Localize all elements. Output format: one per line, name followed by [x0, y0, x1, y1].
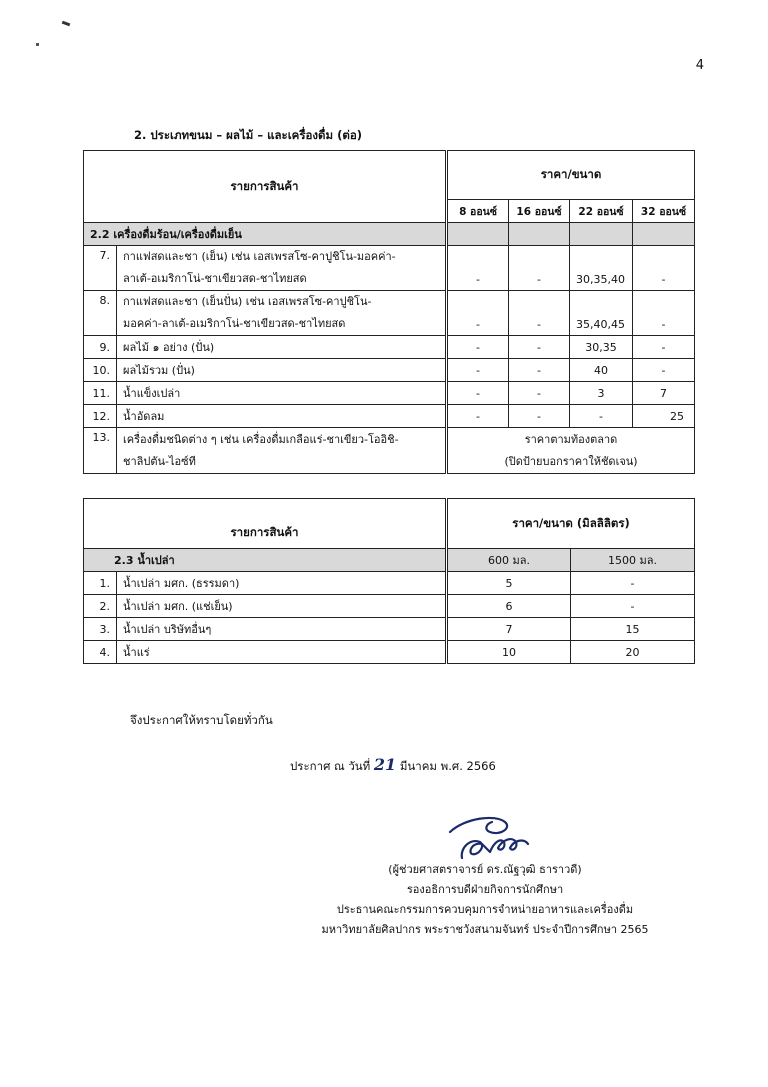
signer-title: ประธานคณะกรรมการควบคุมการจำหน่ายอาหารและเครื่องดื่ม	[336, 903, 634, 916]
price-8oz: -	[447, 405, 509, 428]
row-number: 7.	[84, 246, 117, 291]
price-22oz: 40	[570, 359, 633, 382]
row-number: 10.	[84, 359, 117, 382]
row-item: น้ำอัดลม	[117, 405, 447, 428]
row-item: ผลไม้รวม (ปั่น)	[117, 359, 447, 382]
table-row	[84, 572, 695, 595]
price-32oz: -	[633, 246, 695, 291]
price-32oz: 7	[633, 382, 695, 405]
price-1500ml: -	[571, 595, 695, 618]
price-column-header: ราคา/ขนาด	[447, 151, 695, 200]
date-suffix: มีนาคม พ.ศ. 2566	[399, 759, 496, 773]
scan-speck	[36, 43, 39, 46]
table-row	[84, 641, 695, 664]
row-item: น้ำแข็งเปล่า	[117, 382, 447, 405]
item-line: ลาเต้-อเมริกาโน่-ชาเขียวสด-ชาไทยสด	[123, 272, 307, 285]
price-32oz: -	[633, 359, 695, 382]
item-line: มอคค่า-ลาเต้-อเมริกาโน่-ชาเขียวสด-ชาไทยสด	[123, 317, 346, 330]
signer-title: มหาวิทยาลัยศิลปากร พระราชวังสนามจันทร์ ประจำปีการศึกษา 2565	[321, 923, 649, 936]
row-number: 11.	[84, 382, 117, 405]
item-line: ชาลิปตัน-ไอซ์ที	[123, 454, 196, 468]
table-row	[84, 291, 695, 336]
price-column-header: ราคา/ขนาด (มิลลิลิตร)	[447, 499, 695, 549]
section-title: 2. ประเภทขนม – ผลไม้ – และเครื่องดื่ม (ต่อ)	[134, 128, 362, 142]
price-16oz: -	[509, 336, 570, 359]
price-16oz: -	[509, 405, 570, 428]
row-number: 3.	[84, 618, 117, 641]
row-item: น้ำเปล่า มศก. (ธรรมดา)	[117, 572, 447, 595]
price-32oz: -	[633, 291, 695, 336]
signer-block	[300, 860, 670, 940]
price-8oz: -	[447, 291, 509, 336]
size-header-600ml: 600 มล.	[447, 549, 571, 572]
table-row	[84, 618, 695, 641]
subsection-fill	[447, 223, 509, 246]
price-1500ml: 15	[571, 618, 695, 641]
subsection-header: 2.3 น้ำเปล่า	[84, 549, 447, 572]
price-1500ml: 20	[571, 641, 695, 664]
price-600ml: 7	[447, 618, 571, 641]
item-column-header: รายการสินค้า	[84, 499, 447, 549]
row-item: น้ำเปล่า บริษัทอื่นๆ	[117, 618, 447, 641]
price-16oz: -	[509, 291, 570, 336]
size-header-32oz: 32 ออนซ์	[633, 200, 695, 223]
row-number: 8.	[84, 291, 117, 336]
price-16oz: -	[509, 382, 570, 405]
row-number: 2.	[84, 595, 117, 618]
price-22oz: -	[570, 405, 633, 428]
table-row	[84, 336, 695, 359]
item-column-header: รายการสินค้า	[84, 151, 447, 223]
row-number: 12.	[84, 405, 117, 428]
size-header-8oz: 8 ออนซ์	[447, 200, 509, 223]
row-item	[117, 246, 447, 291]
price-600ml: 5	[447, 572, 571, 595]
price-16oz: -	[509, 246, 570, 291]
table-row	[84, 246, 695, 291]
subsection-fill	[633, 223, 695, 246]
table-row	[84, 405, 695, 428]
table-row	[84, 428, 695, 474]
price-32oz: 25	[633, 405, 695, 428]
table-row	[84, 595, 695, 618]
item-line: กาแฟสดและชา (เย็นปั่น) เช่น เอสเพรสโซ-คาปูชิโน-	[123, 295, 372, 308]
date-prefix: ประกาศ ณ วันที่	[290, 759, 371, 773]
price-22oz: 30,35,40	[570, 246, 633, 291]
price-600ml: 6	[447, 595, 571, 618]
price-22oz: 35,40,45	[570, 291, 633, 336]
price-8oz: -	[447, 336, 509, 359]
market-price-note	[447, 428, 695, 474]
size-header-1500ml: 1500 มล.	[571, 549, 695, 572]
price-22oz: 3	[570, 382, 633, 405]
price-22oz: 30,35	[570, 336, 633, 359]
row-number: 4.	[84, 641, 117, 664]
row-number: 13.	[84, 428, 117, 474]
row-item: น้ำแร่	[117, 641, 447, 664]
table-row	[84, 359, 695, 382]
table-row	[84, 382, 695, 405]
size-header-22oz: 22 ออนซ์	[570, 200, 633, 223]
beverage-price-table	[83, 150, 695, 474]
price-32oz: -	[633, 336, 695, 359]
row-item: ผลไม้ ๑ อย่าง (ปั่น)	[117, 336, 447, 359]
subsection-fill	[570, 223, 633, 246]
size-header-16oz: 16 ออนซ์	[509, 200, 570, 223]
scan-speck	[62, 21, 71, 27]
price-16oz: -	[509, 359, 570, 382]
price-600ml: 10	[447, 641, 571, 664]
price-8oz: -	[447, 246, 509, 291]
price-1500ml: -	[571, 572, 695, 595]
signer-title: รองอธิการบดีฝ่ายกิจการนักศึกษา	[406, 883, 564, 896]
signer-name: (ผู้ช่วยศาสตราจารย์ ดร.ณัฐวุฒิ ธาราวดี)	[388, 863, 582, 876]
price-8oz: -	[447, 382, 509, 405]
closing-statement: จึงประกาศให้ทราบโดยทั่วกัน	[130, 713, 273, 727]
subsection-header: 2.2 เครื่องดื่มร้อน/เครื่องดื่มเย็น	[84, 223, 447, 246]
announcement-date	[290, 755, 496, 776]
page-number: 4	[695, 58, 704, 73]
note-line: ราคาตามท้องตลาด	[524, 432, 618, 446]
item-line: เครื่องดื่มชนิดต่าง ๆ เช่น เครื่องดื่มเกลือแร่-ชาเขียว-โออิชิ-	[123, 432, 399, 446]
item-line: กาแฟสดและชา (เย็น) เช่น เอสเพรสโซ-คาปูชิโน-มอคค่า-	[123, 250, 396, 263]
subsection-fill	[509, 223, 570, 246]
row-item: น้ำเปล่า มศก. (แช่เย็น)	[117, 595, 447, 618]
date-day-handwritten: 21	[373, 755, 397, 774]
price-8oz: -	[447, 359, 509, 382]
row-item	[117, 291, 447, 336]
row-number: 9.	[84, 336, 117, 359]
row-item	[117, 428, 447, 474]
water-price-table	[83, 498, 695, 664]
row-number: 1.	[84, 572, 117, 595]
note-line: (ปิดป้ายบอกราคาให้ชัดเจน)	[504, 454, 638, 468]
